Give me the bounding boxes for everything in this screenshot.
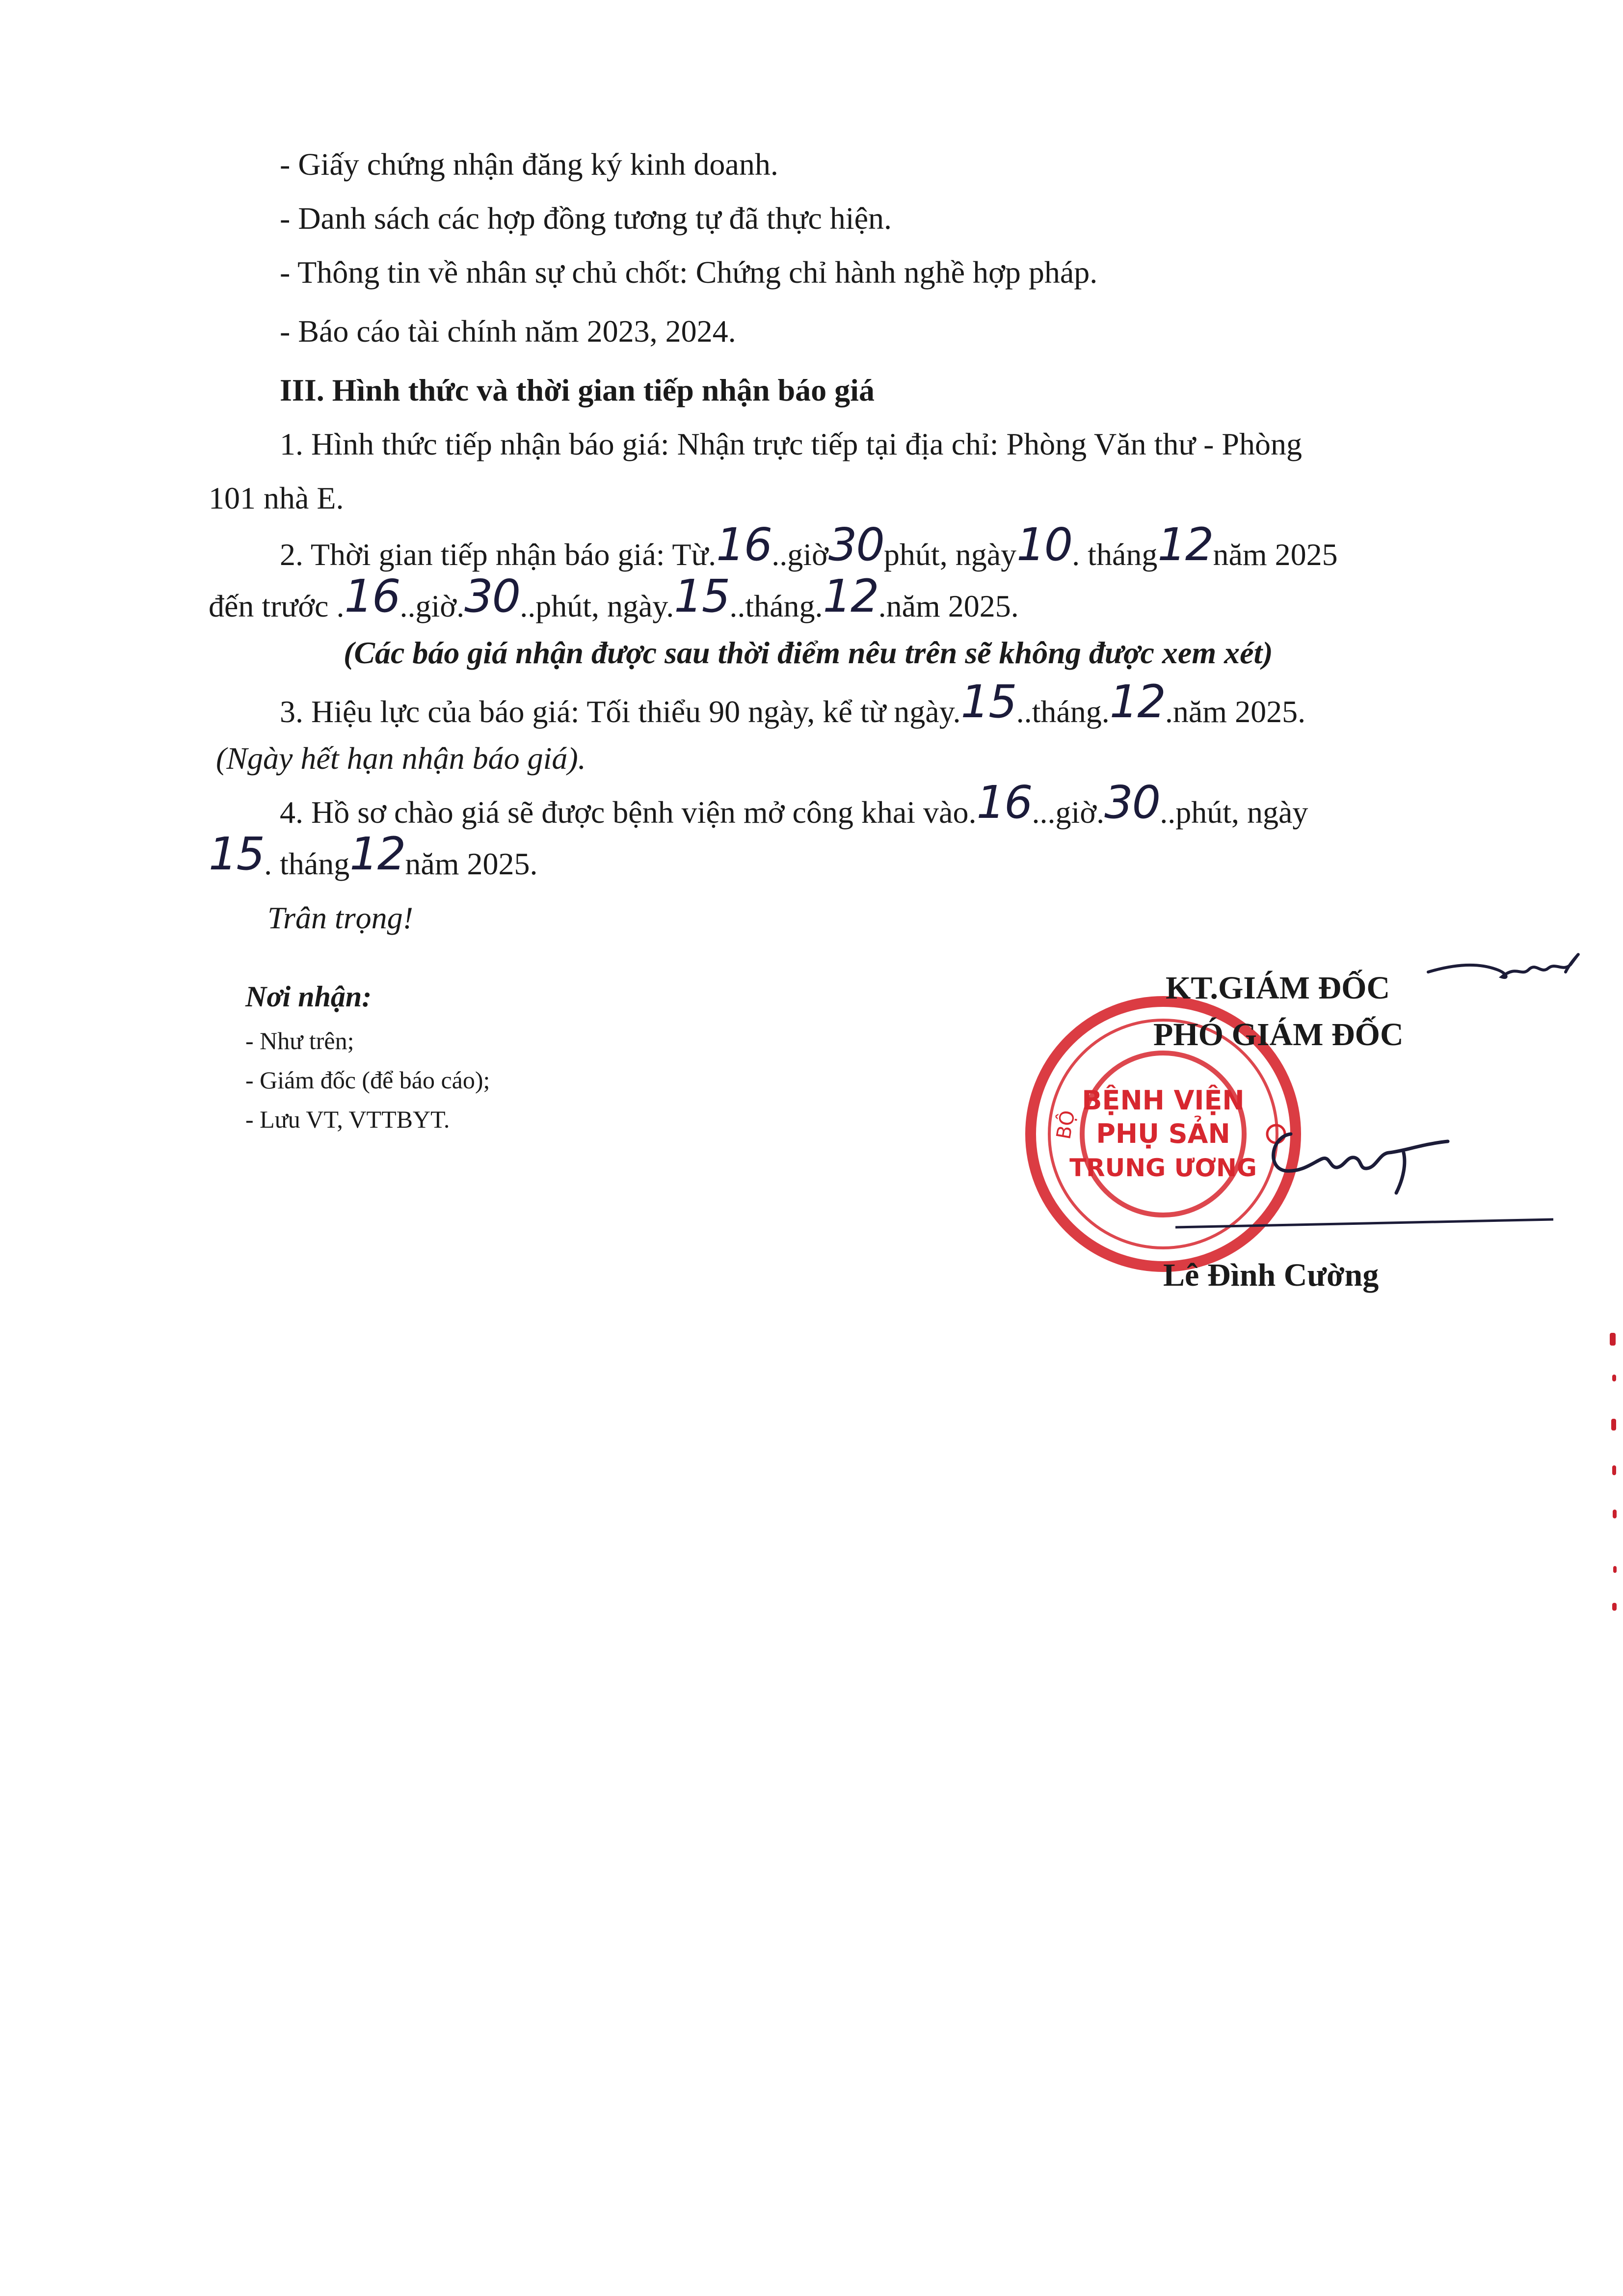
section-heading: III. Hình thức và thời gian tiếp nhận báo giá bbox=[280, 373, 875, 407]
margin-mark bbox=[1612, 1465, 1616, 1475]
handwritten-month: 12 bbox=[1109, 675, 1165, 728]
paragraph-opening: 4. Hồ sơ chào giá sẽ được bệnh viện mở công khai vào.16...giờ.30..phút, ngày bbox=[280, 776, 1308, 830]
paragraph-validity: 3. Hiệu lực của báo giá: Tối thiểu 90 ngày, kể từ ngày.15..tháng.12.năm 2025. bbox=[280, 675, 1306, 729]
signature-stroke-line bbox=[1173, 1217, 1556, 1232]
handwritten-day: 15 bbox=[674, 570, 730, 622]
margin-mark bbox=[1611, 1419, 1616, 1431]
handwritten-month: 12 bbox=[349, 828, 405, 880]
margin-mark bbox=[1612, 1375, 1616, 1381]
requirement-item: - Báo cáo tài chính năm 2023, 2024. bbox=[280, 314, 736, 349]
requirement-item: - Danh sách các hợp đồng tương tự đã thực hiện. bbox=[280, 201, 892, 236]
requirement-item: - Thông tin về nhân sự chủ chốt: Chứng chỉ hành nghề hợp pháp. bbox=[280, 255, 1098, 290]
paragraph-opening-cont: 15. tháng12năm 2025. bbox=[209, 828, 538, 881]
handwritten-hour: 16 bbox=[976, 776, 1032, 829]
handwritten-day: 10 bbox=[1016, 518, 1072, 571]
handwritten-signature bbox=[1256, 1114, 1463, 1213]
signature-title-deputy: PHÓ GIÁM ĐỐC bbox=[1153, 1017, 1404, 1053]
svg-text:PHỤ SẢN: PHỤ SẢN bbox=[1096, 1118, 1230, 1149]
paragraph-receipt-time: 2. Thời gian tiếp nhận báo giá: Từ.16..giờ30phút, ngày10. tháng12năm 2025 bbox=[280, 518, 1338, 572]
margin-mark bbox=[1613, 1510, 1617, 1518]
signer-name: Lê Đình Cường bbox=[1163, 1257, 1379, 1293]
signature-title-kt: KT.GIÁM ĐỐC bbox=[1166, 970, 1390, 1006]
margin-mark bbox=[1613, 1566, 1617, 1573]
recipient-item: - Như trên; bbox=[245, 1027, 354, 1054]
paragraph-receipt-deadline: đến trước .16..giờ.30..phút, ngày.15..tháng.12.năm 2025. bbox=[209, 570, 1019, 623]
margin-mark bbox=[1612, 1603, 1617, 1611]
handwritten-month: 12 bbox=[1157, 518, 1213, 571]
handwritten-day: 15 bbox=[209, 828, 265, 880]
svg-text:BỆNH VIỆN: BỆNH VIỆN bbox=[1082, 1085, 1245, 1116]
margin-mark bbox=[1610, 1333, 1616, 1346]
handwritten-day: 15 bbox=[960, 675, 1016, 728]
requirement-item: - Giấy chứng nhận đăng ký kinh doanh. bbox=[280, 147, 778, 182]
late-submission-note: (Các báo giá nhận được sau thời điểm nêu trên sẽ không được xem xét) bbox=[344, 635, 1273, 670]
svg-text:BỘ: BỘ bbox=[1052, 1108, 1080, 1141]
handwritten-month: 12 bbox=[823, 570, 878, 622]
svg-text:TRUNG ƯƠNG: TRUNG ƯƠNG bbox=[1069, 1154, 1257, 1182]
validity-note: (Ngày hết hạn nhận báo giá). bbox=[216, 741, 586, 776]
recipient-item: - Lưu VT, VTTBYT. bbox=[245, 1106, 450, 1133]
handwritten-hour: 16 bbox=[716, 518, 772, 571]
handwritten-minute: 30 bbox=[1104, 776, 1160, 829]
handwritten-minute: 30 bbox=[828, 518, 884, 571]
handwritten-minute: 30 bbox=[464, 570, 520, 622]
initial-signature bbox=[1423, 943, 1585, 997]
closing-greeting: Trân trọng! bbox=[267, 900, 413, 935]
paragraph-receipt-method: 1. Hình thức tiếp nhận báo giá: Nhận trực tiếp tại địa chỉ: Phòng Văn thư - Phòng bbox=[280, 427, 1302, 461]
handwritten-hour: 16 bbox=[344, 570, 400, 622]
recipient-item: - Giám đốc (để báo cáo); bbox=[245, 1066, 490, 1094]
paragraph-receipt-method-cont: 101 nhà E. bbox=[209, 481, 344, 515]
recipients-title: Nơi nhận: bbox=[245, 980, 372, 1013]
